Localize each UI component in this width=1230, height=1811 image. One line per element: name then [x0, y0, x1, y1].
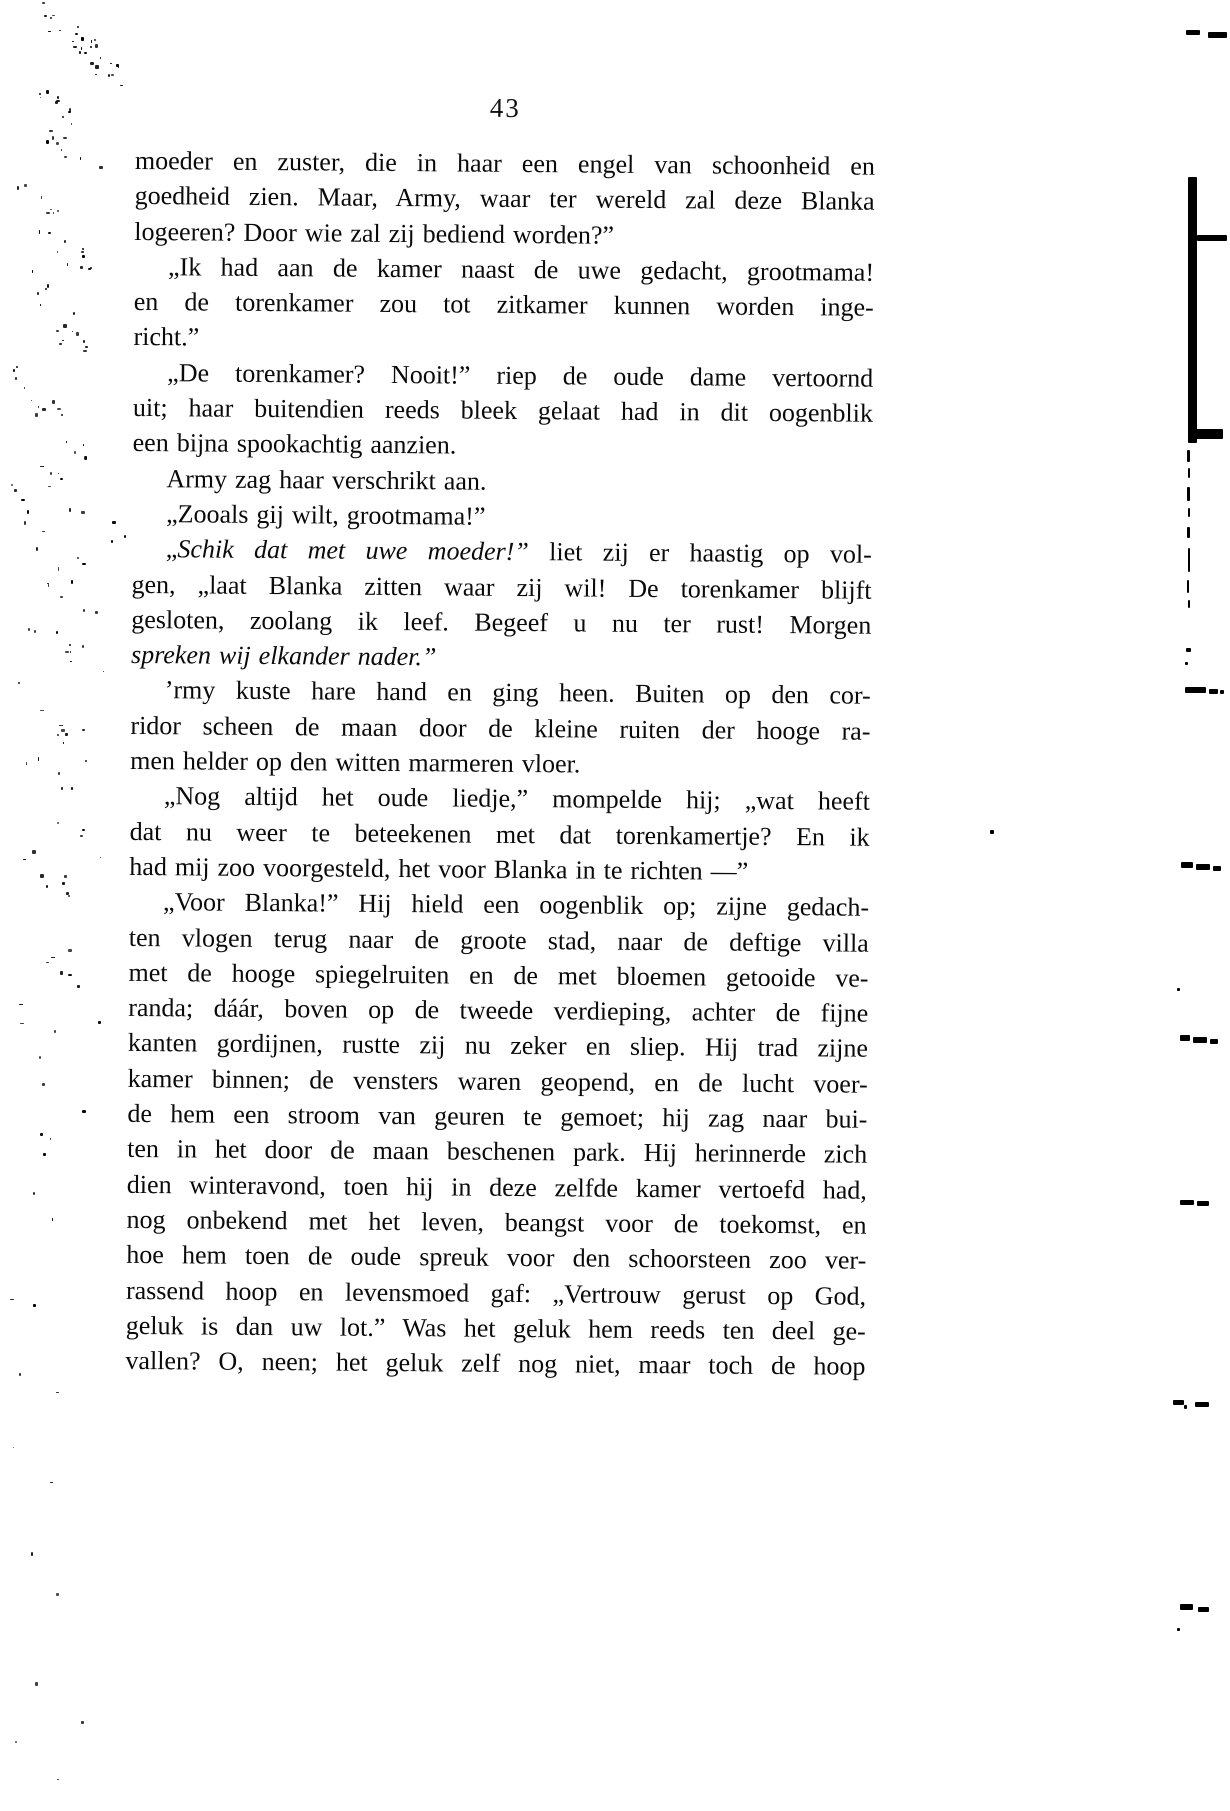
text-segment: nog onbekend met het leven, beangst voor de toekomst, en — [126, 1204, 867, 1240]
text-line — [130, 778, 870, 819]
speck — [71, 787, 72, 790]
speck — [47, 284, 49, 288]
text-line — [126, 1308, 866, 1349]
text-segment: dat nu weer te beteekenen met dat torenkamertje? En ik — [129, 816, 870, 852]
text-line — [133, 355, 873, 396]
speck — [124, 535, 126, 538]
text-line — [135, 143, 875, 184]
text-segment: gesloten, zoolang ik leef. Begeef u nu ter rust! Morgen — [131, 604, 872, 640]
speck — [35, 1682, 38, 1686]
text-segment: geluk is dan uw lot.” Was het geluk hem reeds ten deel ge- — [125, 1310, 866, 1346]
scan-artifact-mark — [1193, 1037, 1207, 1043]
scan-artifact-mark — [1210, 1039, 1218, 1044]
text-segment: uit; haar buitendien reeds bleek gelaat had in dit oogenblik — [132, 393, 874, 428]
text-segment: hoe hem toen de oude spreuk voor den schoorsteen zoo ver- — [126, 1240, 867, 1275]
text-segment: logeeren? Door wie zal zij bediend worden?” — [134, 216, 615, 250]
scan-artifact-mark — [1196, 864, 1210, 870]
speck — [68, 949, 72, 952]
scan-artifact-mark — [1186, 30, 1200, 35]
speck — [46, 885, 48, 888]
speck — [69, 108, 71, 111]
text-line — [134, 284, 874, 325]
text-line — [132, 496, 872, 537]
speck — [70, 661, 72, 662]
text-segment: de hem een stroom van geuren te gemoet; hij zag naar bui- — [127, 1098, 868, 1134]
text-segment: „Zooals gij wilt, grootmama!” — [166, 499, 486, 531]
speck — [63, 324, 67, 327]
scan-artifact-mark — [1188, 600, 1190, 608]
text-line — [132, 461, 872, 502]
scan-artifact-mark — [1197, 235, 1227, 241]
speck — [73, 46, 77, 48]
speck — [81, 511, 85, 513]
speck — [77, 985, 80, 988]
speck — [66, 892, 69, 895]
scan-artifact-mark — [1188, 508, 1190, 517]
speck — [95, 65, 98, 69]
text-segment: ’rmy kuste hare hand en ging heen. Buiten op den cor- — [164, 675, 871, 711]
scan-artifact-mark — [1188, 468, 1190, 478]
text-line — [129, 849, 869, 890]
text-line — [134, 249, 874, 290]
speck — [65, 651, 68, 652]
speck — [33, 1192, 35, 1195]
scan-artifact-mark — [1177, 1628, 1180, 1631]
speck — [81, 37, 84, 41]
scan-artifact-mark — [1187, 487, 1190, 501]
text-line — [131, 637, 871, 678]
text-segment: ten vlogen terug naar de groote stad, naar de deftige villa — [128, 922, 869, 958]
text-segment: gen, „laat Blanka zitten waar zij wil! De torenkamer blijft — [131, 569, 872, 605]
speck — [82, 829, 85, 831]
scan-artifact-mark — [1220, 690, 1224, 694]
speck — [56, 142, 59, 145]
text-line — [130, 743, 870, 784]
speck — [83, 340, 85, 343]
speck — [81, 251, 84, 253]
text-line — [127, 1096, 867, 1137]
scan-artifact-mark — [1187, 580, 1189, 593]
scan-artifact-mark — [990, 830, 994, 834]
scan-artifact-mark — [1187, 527, 1190, 538]
speck — [43, 1153, 46, 1156]
speck — [71, 580, 73, 584]
speck — [80, 266, 83, 269]
scan-artifact-mark — [1213, 866, 1221, 871]
text-segment: „Ik had aan de kamer naast de uwe gedacht, grootmama! — [167, 252, 875, 287]
text-line — [128, 1025, 868, 1066]
speck — [57, 1779, 59, 1780]
text-line — [129, 884, 869, 925]
scan-artifact-mark — [1195, 1402, 1209, 1407]
speck — [61, 729, 64, 732]
speck — [59, 343, 62, 345]
speck — [40, 874, 44, 878]
text-segment: moeder en zuster, die in haar een engel van schoonheid en — [134, 145, 876, 181]
text-segment: goedheid zien. Maar, Army, waar ter wereld zal deze Blanka — [134, 181, 875, 217]
text-segment: „De torenkamer? Nooit!” riep de oude dame vertoornd — [167, 358, 874, 393]
speck — [13, 369, 14, 373]
speck — [62, 882, 65, 885]
speck — [98, 1021, 101, 1024]
speck — [39, 230, 40, 234]
speck — [63, 137, 67, 138]
speck — [57, 734, 59, 737]
text-line — [131, 567, 871, 608]
speck — [64, 875, 67, 878]
scan-artifact-mark — [1186, 648, 1191, 652]
page-number: 43 — [489, 92, 521, 123]
speck — [61, 149, 62, 151]
scan-artifact-mark — [1177, 988, 1180, 991]
text-segment: liet zij er haastig op vol- — [528, 537, 872, 570]
speck — [32, 850, 36, 853]
text-segment: had mij zoo voorgesteld, het voor Blanka in te richten —” — [129, 851, 749, 886]
speck — [82, 1110, 86, 1113]
speck — [34, 630, 37, 633]
speck — [53, 212, 54, 214]
text-line — [133, 390, 873, 431]
text-segment: vallen? O, neen; het geluk zelf nog niet, maar toch de hoop — [125, 1346, 866, 1381]
speck — [65, 733, 69, 736]
text-line — [126, 1237, 866, 1278]
speck — [69, 644, 71, 646]
speck — [85, 760, 86, 762]
text-line — [131, 672, 871, 713]
text-segment: richt.” — [133, 322, 200, 352]
text-segment: men helder op den witten marmeren vloer. — [130, 745, 581, 779]
text-line — [125, 1343, 865, 1384]
speck — [56, 1593, 59, 1596]
speck — [14, 489, 17, 492]
scan-artifact-mark — [1184, 1405, 1187, 1409]
text-line — [134, 214, 874, 255]
text-segment: met de hooge spiegelruiten en de met bloemen getooide ve- — [128, 957, 869, 993]
text-line — [128, 1061, 868, 1102]
speck — [66, 441, 67, 443]
speck — [58, 772, 60, 775]
text-segment: kamer binnen; de vensters waren geopend, en de lucht voer- — [127, 1063, 868, 1099]
speck — [21, 499, 25, 501]
speck — [46, 212, 50, 213]
speck — [52, 1218, 53, 1221]
text-segment: en de torenkamer zou tot zitkamer kunnen worden inge- — [133, 287, 874, 322]
text-segment: kanten gordijnen, rustte zij nu zeker en sliep. Hij trad zijne — [127, 1028, 869, 1064]
text-line — [128, 955, 868, 996]
text-line — [126, 1202, 866, 1243]
speck — [15, 377, 16, 380]
scan-artifact-mark — [1180, 1035, 1190, 1041]
speck — [64, 240, 66, 243]
speck — [84, 52, 87, 54]
text-line — [131, 602, 871, 643]
speck — [90, 62, 94, 65]
text-segment: „ — [165, 534, 178, 564]
text-line — [128, 990, 868, 1031]
text-line — [130, 708, 870, 749]
speck — [63, 742, 64, 744]
text-segment: rassend hoop en levensmoed gaf: „Vertrouw gerust op God, — [125, 1275, 867, 1311]
speck — [42, 1083, 44, 1085]
speck — [46, 90, 49, 94]
speck — [85, 346, 88, 348]
speck — [28, 628, 30, 631]
text-segment: een bijna spookachtig aanzien. — [132, 428, 457, 460]
speck — [79, 51, 81, 54]
scan-artifact-mark — [1188, 177, 1197, 443]
scan-artifact-mark — [1197, 1201, 1209, 1206]
speck — [75, 33, 78, 36]
text-segment: ten in het door de maan beschenen park. Hij herinnerde zich — [127, 1134, 868, 1170]
speck — [19, 1004, 23, 1005]
speck — [56, 631, 59, 634]
speck — [36, 547, 38, 551]
speck — [85, 456, 87, 459]
speck — [33, 1304, 36, 1307]
speck — [69, 508, 71, 511]
text-segment: randa; dáár, boven op de tweede verdieping, achter de fijne — [128, 993, 869, 1028]
text-line — [126, 1272, 866, 1313]
text-segment: dien winteravond, toen hij in deze zelfde kamer vertoefd had, — [126, 1169, 867, 1205]
speck — [42, 2, 44, 4]
speck — [42, 408, 46, 411]
speck — [112, 521, 116, 524]
scan-artifact-mark — [1198, 1607, 1209, 1612]
scan-artifact-mark — [1173, 1400, 1184, 1405]
speck — [40, 304, 41, 306]
speck — [60, 478, 63, 480]
speck — [111, 540, 113, 543]
speck — [99, 166, 103, 169]
speck — [31, 1552, 33, 1555]
speck — [111, 74, 114, 76]
speck — [37, 292, 39, 295]
text-line — [130, 814, 870, 855]
speck — [24, 521, 26, 525]
speck — [77, 26, 78, 28]
text-segment: „Nog altijd het oude liedje,” mompelde hij; „wat heeft — [163, 781, 871, 817]
speck — [48, 486, 50, 488]
speck — [35, 413, 38, 416]
scan-artifact-mark — [1180, 1200, 1194, 1205]
text-line — [133, 319, 873, 360]
speck — [38, 757, 39, 760]
speck — [17, 186, 18, 190]
speck — [18, 682, 20, 684]
speck — [20, 1023, 24, 1024]
speck — [46, 140, 49, 143]
speck — [116, 64, 118, 67]
speck — [61, 414, 63, 416]
scan-artifact-mark — [1185, 687, 1206, 693]
text-segment: ridor scheen de maan door de kleine ruiten der hooge ra- — [130, 710, 871, 746]
text-segment: spreken wij elkander nader.” — [130, 640, 437, 672]
speck — [27, 510, 29, 514]
speck — [40, 710, 44, 711]
scan-artifact-mark — [1190, 429, 1223, 439]
speck — [90, 46, 92, 47]
speck — [55, 101, 57, 103]
text-line — [127, 1131, 867, 1172]
text-line — [129, 919, 869, 960]
speck — [19, 1373, 20, 1376]
scan-artifact-mark — [1187, 450, 1190, 462]
scan-artifact-mark — [1180, 1604, 1193, 1610]
text-segment: „Voor Blanka!” Hij hield een oogenblik op; zijne gedach- — [162, 887, 870, 922]
text-line — [135, 178, 875, 219]
speck — [120, 85, 123, 86]
speck — [81, 1721, 84, 1725]
speck — [83, 609, 85, 612]
speck — [57, 822, 59, 823]
speck — [40, 1133, 43, 1135]
speck — [95, 611, 98, 615]
speck — [40, 466, 44, 468]
scan-artifact-mark — [1208, 32, 1227, 38]
speck — [50, 1138, 51, 1140]
speck — [61, 787, 62, 790]
text-line — [133, 425, 873, 466]
speck — [83, 350, 87, 352]
text-segment: Schik dat met uwe moeder!” — [177, 534, 529, 567]
speck — [57, 210, 59, 212]
speck — [110, 63, 111, 64]
speck — [91, 40, 92, 43]
speck — [60, 971, 63, 975]
speck — [57, 408, 61, 411]
scan-artifact-mark — [1185, 662, 1188, 665]
speck — [48, 232, 51, 233]
text-line — [127, 1167, 867, 1208]
scan-artifact-mark — [1209, 689, 1218, 694]
scan-artifact-mark — [1188, 548, 1190, 572]
scan-artifact-mark — [1181, 862, 1193, 868]
text-block — [125, 143, 875, 1384]
speck — [54, 1030, 56, 1033]
speck — [56, 330, 59, 332]
text-segment: Army zag haar verschrikt aan. — [166, 463, 487, 496]
speck — [76, 332, 78, 336]
text-line — [132, 531, 872, 572]
speck — [82, 563, 86, 564]
